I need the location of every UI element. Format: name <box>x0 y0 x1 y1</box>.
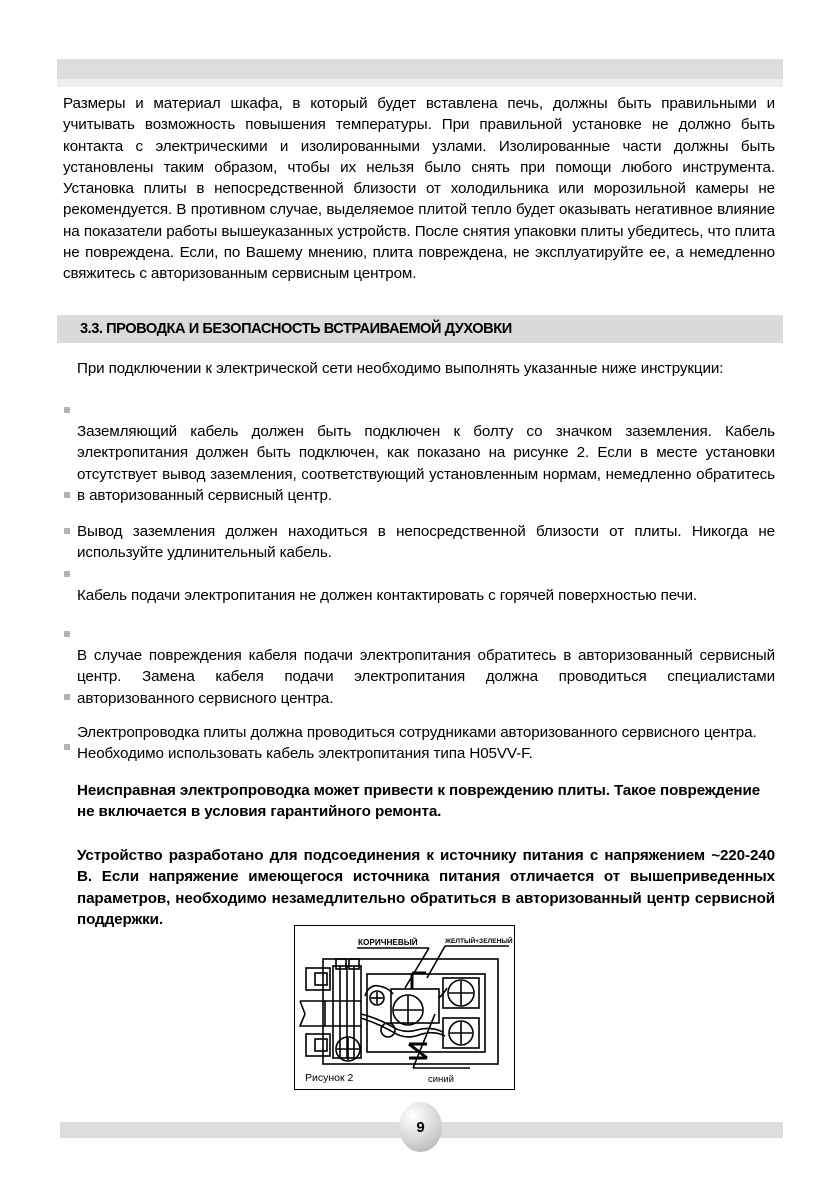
bullet-square-icon <box>64 571 70 577</box>
section-intro-text: При подключении к электрической сети необходимо выполнять указанные ниже инструкции: <box>77 360 724 377</box>
section-heading-band <box>57 315 783 343</box>
bullet-square-icon <box>64 407 70 413</box>
screw-terminal-top <box>448 980 474 1006</box>
screw-terminal-small <box>370 991 384 1005</box>
figure-2-wiring-diagram <box>294 925 515 1090</box>
label-brown: КОРИЧНЕВЫЙ <box>358 938 418 947</box>
mount-hole-top <box>315 973 327 985</box>
bullet-square-icon <box>64 631 70 637</box>
faulty-wiring-warning: Неисправная электропроводка может привести к повреждению плиты. Такое повреждение не включается в условия гарантийного ремонта. <box>77 782 761 821</box>
screw-block-center <box>391 989 439 1023</box>
bullet-square-icon <box>64 744 70 750</box>
list-item-label: Вывод заземления должен находиться в непосредственной близости от плиты. Никогда не используйте удлинительный кабель. <box>77 523 775 562</box>
bullet-square-icon <box>64 694 70 700</box>
screw-terminal-center <box>393 995 423 1025</box>
mount-hole-bottom <box>315 1039 327 1051</box>
bullet-square-icon <box>64 528 70 534</box>
bullet-square-icon <box>64 492 70 498</box>
brown-leader-line <box>405 948 429 988</box>
wiring-diagram-svg <box>295 926 513 1088</box>
clamp-nub-left <box>336 959 346 969</box>
screw-terminal-bottom <box>449 1021 473 1045</box>
list-item-label: Заземляющий кабель должен быть подключен к болту со значком заземления. Кабель электропитания должен быть подключен, как показано на рисунке 2. Если в месте установки отсутствует вывод заземления, соответствующий установленным нормам, немедленно обратитесь в авторизованный сервисный центр. <box>77 423 775 504</box>
list-item-label: Электропроводка плиты должна проводиться сотрудниками авторизованного сервисного центра. Необходимо использовать кабель электропитания типа H05VV-F. <box>77 724 757 763</box>
figure-caption: Рисунок 2 <box>305 1072 354 1084</box>
label-yellow-green: ЖЕЛТЫЙ+ЗЕЛЕНЫЙ <box>445 938 513 945</box>
intro-paragraph-block <box>63 93 775 285</box>
label-blue: синий <box>428 1074 454 1085</box>
terminal-housing <box>367 974 485 1052</box>
page-number-badge <box>399 1102 442 1152</box>
page-number-label: 9 <box>416 1118 425 1136</box>
page-header-bar <box>57 59 783 79</box>
voltage-warning: Устройство разработано для подсоединения к источнику питания с напряжением ~220-240 В. Если напряжение имеющегося источника питания отличается от вышеприведенных параметров, необходимо незамедлительно обратиться в авторизованный центр сервисной поддержки. <box>77 847 775 928</box>
intro-paragraph-text: Размеры и материал шкафа, в который будет вставлена печь, должны быть правильными и учитывать возможность повышения температуры. При правильной установке не должно быть контакта с электрическими и изолированными узлами. Изолированные части должны быть установлены таким образом, чтобы их нельзя было снять при помощи любого инструмента. Установка плиты в непосредственной близости от холодильника или морозильной камеры не рекомендуется. В противном случае, выделяемое плитой тепло будет оказывать негативное влияние на показатели работы вышеуказанных устройств. После снятия упаковки плиты убедитесь, что плита не повреждена. Если, по Вашему мнению, плита повреждена, не эксплуатируйте ее, а немедленно свяжитесь с авторизованным сервисным центром. <box>63 95 775 283</box>
terminal-live-marker <box>412 973 426 989</box>
incoming-cable-break <box>300 1001 325 1026</box>
list-item-label: В случае повреждения кабеля подачи электропитания обратитесь в авторизованный сервисный центр. Замена кабеля подачи электропитания должна проводиться специалистами авторизованного сервисного центра. <box>77 647 775 707</box>
section-heading-title: 3.3. ПРОВОДКА И БЕЗОПАСНОСТЬ ВСТРАИВАЕМОЙ ДУХОВКИ <box>80 321 512 337</box>
list-item-label: Кабель подачи электропитания не должен контактировать с горячей поверхностью печи. <box>77 587 697 604</box>
page-header-bar-shadow <box>57 79 783 87</box>
screw-terminal-earth <box>336 1037 360 1061</box>
